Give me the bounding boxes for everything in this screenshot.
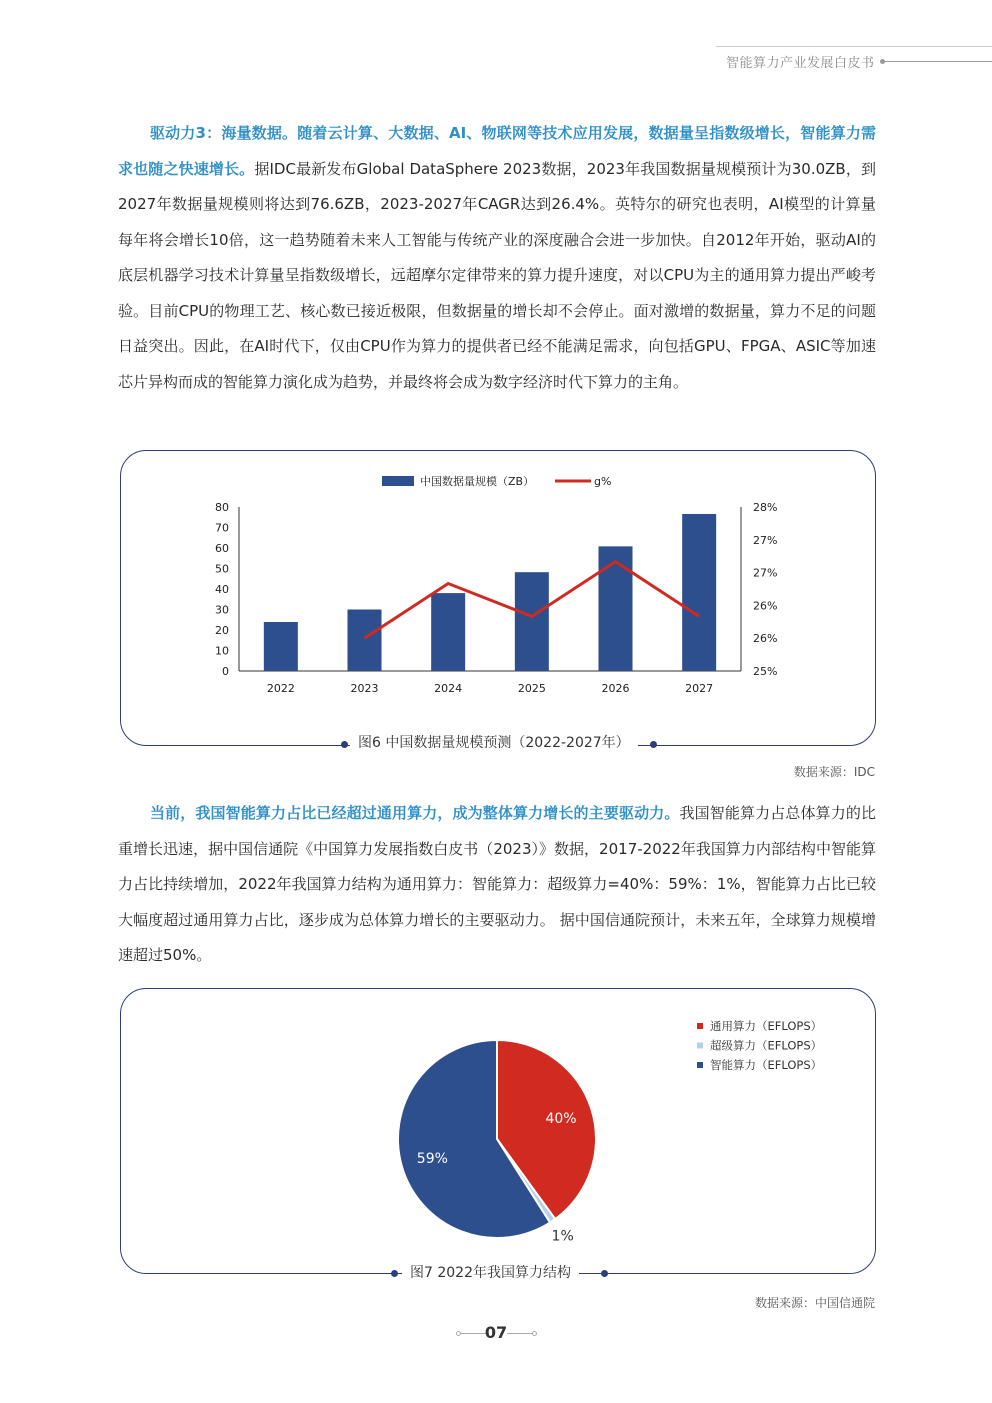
left-tick-label: 70 bbox=[215, 521, 229, 535]
page-number: 07 bbox=[484, 1323, 508, 1342]
x-tick-label: 2027 bbox=[685, 682, 714, 695]
legend-line-label: g% bbox=[594, 475, 612, 488]
pie-legend-swatch-1 bbox=[697, 1043, 703, 1049]
figure-6-caption: 图6 中国数据量规模预测（2022-2027年） bbox=[350, 732, 638, 752]
right-tick-label: 25% bbox=[753, 665, 778, 678]
x-tick-label: 2022 bbox=[266, 682, 295, 695]
figure-6-source: 数据来源：IDC bbox=[793, 765, 875, 779]
right-tick-label: 27% bbox=[753, 533, 778, 547]
x-tick-label: 2024 bbox=[434, 682, 463, 695]
left-tick-label: 80 bbox=[215, 501, 229, 514]
paragraph-1-highlight: 驱动力3：海量数据。随着云计算、大数据、AI、物联网等技术应用发展，数据量呈指数级增长，智能算力需求也随之快速增长。 bbox=[118, 124, 876, 178]
right-tick-label: 26% bbox=[753, 599, 778, 613]
left-tick-label: 50 bbox=[215, 562, 229, 576]
figure-7-source: 数据来源：中国信通院 bbox=[754, 1296, 875, 1310]
left-tick-label: 60 bbox=[215, 542, 229, 555]
right-tick-label: 26% bbox=[753, 632, 778, 646]
pie-legend-swatch-2 bbox=[697, 1062, 703, 1068]
pie-legend-label-2: 智能算力（EFLOPS） bbox=[710, 1058, 823, 1072]
pie-data-label-1: 1% bbox=[551, 1228, 574, 1245]
legend-bar-label: 中国数据量规模（ZB） bbox=[420, 475, 535, 488]
pie-legend-label-1: 超级算力（EFLOPS） bbox=[710, 1038, 823, 1053]
paragraph-2-body: 我国智能算力占总体算力的比重增长迅速，据中国信通院《中国算力发展指数白皮书（2023）》数据，2017-2022年我国算力内部结构中智能算力占比持续增加，2022年我国算力结构为通用算力：智能算力：超级算力=40%：59%：1%，智能算力占比已较大幅度超过通用算力占比，逐步成为总体算力增长的主要驱动力。 据中国信通院预计，未来五年，全球算力规模增速超过50%。 bbox=[118, 804, 876, 964]
right-tick-label: 27% bbox=[753, 566, 778, 580]
pie-data-label-2: 59% bbox=[416, 1150, 448, 1167]
pie-data-label-0: 40% bbox=[545, 1111, 577, 1128]
left-tick-label: 20 bbox=[215, 624, 229, 637]
x-tick-label: 2025 bbox=[517, 682, 546, 695]
caption-7-dot-left bbox=[391, 1270, 398, 1277]
x-tick-label: 2023 bbox=[350, 682, 379, 695]
left-tick-label: 10 bbox=[215, 644, 229, 658]
pie-legend-label-0: 通用算力（EFLOPS） bbox=[710, 1019, 823, 1033]
figure-7-caption: 图7 2022年我国算力结构 bbox=[402, 1262, 579, 1282]
caption-7-dot-right bbox=[601, 1270, 608, 1277]
header-title: 智能算力产业发展白皮书 bbox=[726, 56, 875, 71]
left-tick-label: 30 bbox=[215, 603, 229, 617]
page-number-rule-right bbox=[507, 1333, 533, 1334]
x-tick-label: 2026 bbox=[601, 682, 630, 695]
paragraph-2-highlight: 当前，我国智能算力占比已经超过通用算力，成为整体算力增长的主要驱动力。 bbox=[150, 804, 680, 822]
page-number-dot-right bbox=[532, 1331, 537, 1336]
paragraph-1-body: 据IDC最新发布Global DataSphere 2023数据，2023年我国数据量规模预计为30.0ZB，到2027年数据量规模则将达到76.6ZB，2023-2027年CAGR达到26.4%。英特尔的研究也表明，AI模型的计算量每年将会增长10倍，这一趋势随着未来人工智能与传统产业的深度融合会进一步加快。自2012年开始，驱动AI的底层机器学习技术计算量呈指数级增长，远超摩尔定律带来的算力提升速度，对以CPU为主的通用算力提出严峻考验。目前CPU的物理工艺、核心数已接近极限，但数据量的增长却不会停止。面对激增的数据量，算力不足的问题日益突出。因此，在AI时代下，仅由CPU作为算力的提供者已经不能满足需求，向包括GPU、FPGA、ASIC等加速芯片异构而成的智能算力演化成为趋势，并最终将会成为数字经济时代下算力的主角。 bbox=[118, 159, 876, 391]
right-tick-label: 28% bbox=[753, 501, 778, 514]
pie-legend-swatch-0 bbox=[697, 1023, 703, 1029]
left-tick-label: 40 bbox=[215, 583, 229, 596]
left-tick-label: 0 bbox=[222, 665, 229, 678]
